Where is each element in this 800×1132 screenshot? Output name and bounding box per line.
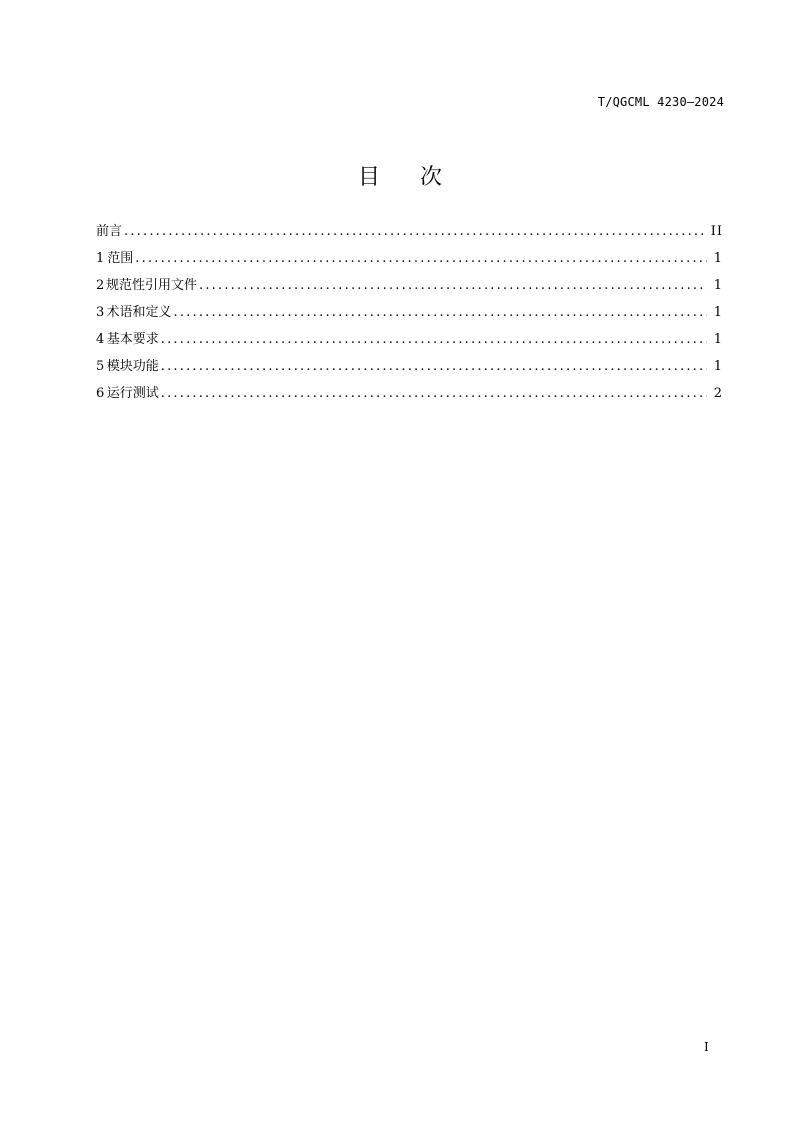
toc-entry-page: 1 — [713, 359, 723, 374]
toc-entry-page: II — [710, 224, 723, 239]
toc-entry-label: 范围 — [107, 251, 134, 266]
table-of-contents — [96, 220, 723, 409]
toc-entry-label: 运行测试 — [106, 386, 159, 401]
document-code: T/QGCML 4230—2024 — [597, 95, 724, 109]
toc-entry-module-functions[interactable] — [96, 355, 723, 382]
toc-entry-number: 5 — [96, 359, 105, 374]
toc-entry-number: 1 — [96, 251, 105, 266]
toc-entry-operation-testing[interactable] — [96, 382, 723, 409]
toc-entry-foreword[interactable] — [96, 220, 723, 247]
toc-entry-label: 术语和定义 — [106, 305, 172, 320]
page-title: 目次 — [357, 165, 482, 190]
toc-dot-leader — [161, 359, 707, 374]
toc-entry-label: 规范性引用文件 — [105, 278, 197, 293]
toc-entry-label: 基本要求 — [106, 332, 159, 347]
toc-entry-label: 前言 — [96, 224, 123, 239]
toc-entry-number: 3 — [96, 305, 105, 320]
toc-entry-page: 1 — [713, 278, 723, 293]
toc-entry-scope[interactable] — [96, 247, 723, 274]
toc-entry-page: 1 — [713, 251, 723, 266]
toc-entry-basic-requirements[interactable] — [96, 328, 723, 355]
toc-dot-leader — [135, 251, 707, 266]
toc-dot-leader — [199, 278, 707, 293]
toc-entry-page: 1 — [713, 305, 723, 320]
toc-entry-page: 2 — [713, 386, 723, 401]
toc-dot-leader — [124, 224, 705, 239]
toc-entry-number: 6 — [96, 386, 105, 401]
toc-entry-page: 1 — [713, 332, 723, 347]
toc-entry-number: 2 — [96, 278, 105, 293]
toc-entry-number: 4 — [96, 332, 105, 347]
page-number: I — [704, 1040, 709, 1054]
toc-entry-label: 模块功能 — [106, 359, 159, 374]
toc-dot-leader — [161, 386, 707, 401]
toc-entry-normative-references[interactable] — [96, 274, 723, 301]
toc-dot-leader — [173, 305, 707, 320]
toc-dot-leader — [161, 332, 707, 347]
toc-entry-terms-definitions[interactable] — [96, 301, 723, 328]
